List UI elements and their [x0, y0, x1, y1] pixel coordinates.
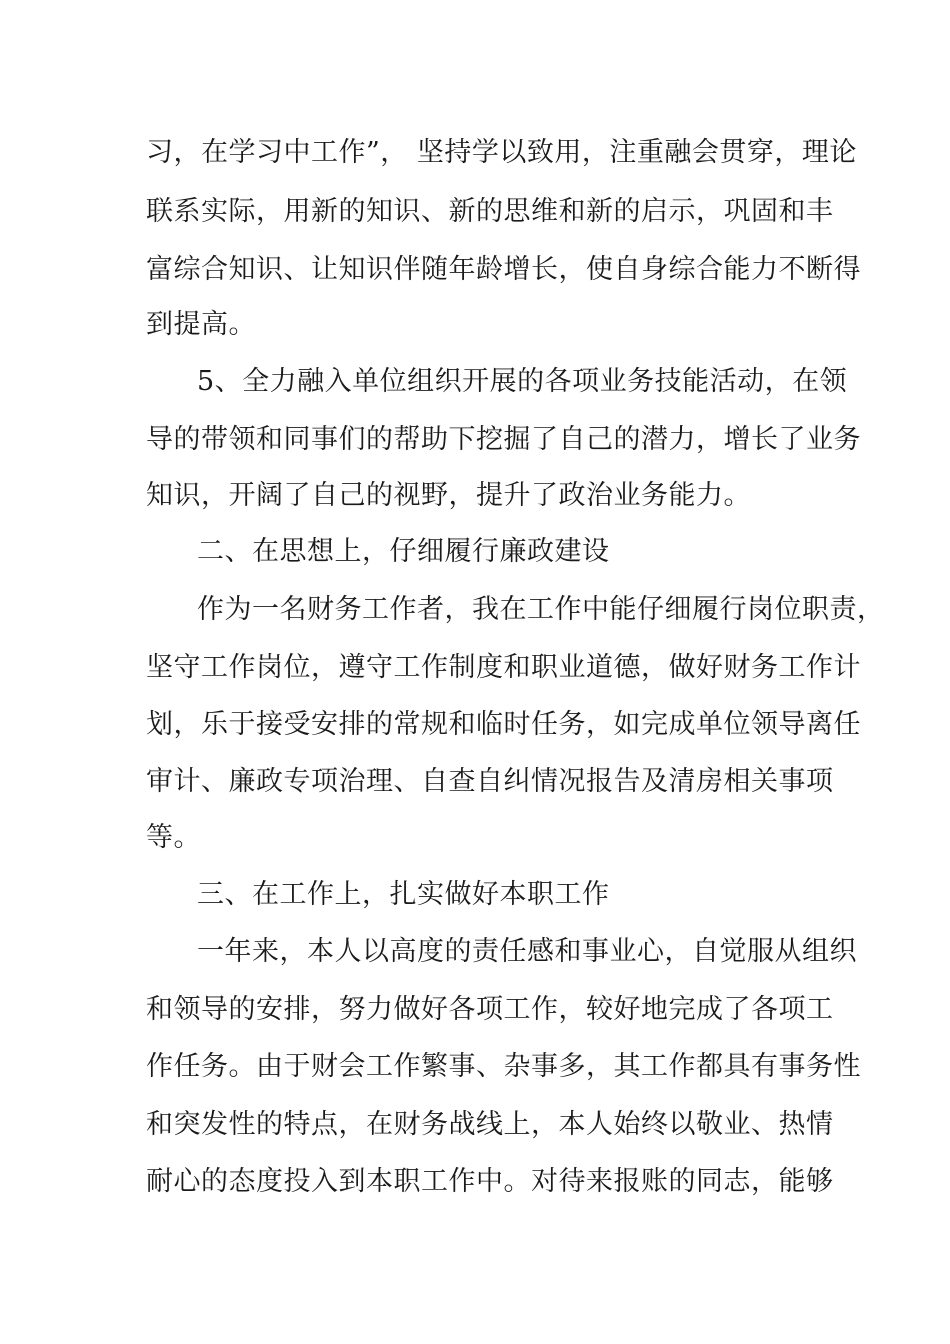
text-line: 耐心的态度投入到本职工作中。对待来报账的同志，能够: [146, 1166, 834, 1197]
text-line: 习，在学习中工作”， 坚持学以致用，注重融会贯穿，理论: [146, 137, 857, 168]
paragraph-start-line: 5、全力融入单位组织开展的各项业务技能活动，在领: [197, 366, 848, 397]
section-heading: 二、在思想上，仔细履行廉政建设: [197, 536, 610, 567]
text-line: 审计、廉政专项治理、自查自纠情况报告及清房相关事项: [146, 766, 834, 797]
text-line: 知识，开阔了自己的视野，提升了政治业务能力。: [146, 480, 751, 511]
text-line: 导的带领和同事们的帮助下挖掘了自己的潜力，增长了业务: [146, 424, 861, 455]
text-line: 和领导的安排，努力做好各项工作，较好地完成了各项工: [146, 994, 834, 1025]
text-line: 作任务。由于财会工作繁事、杂事多，其工作都具有事务性: [146, 1051, 861, 1082]
text-line: 联系实际，用新的知识、新的思维和新的启示，巩固和丰: [146, 196, 834, 227]
text-line: 到提高。: [146, 309, 256, 340]
text-line: 坚守工作岗位，遵守工作制度和职业道德，做好财务工作计: [146, 652, 861, 683]
text-line: 等。: [146, 822, 201, 853]
paragraph-start-line: 作为一名财务工作者，我在工作中能仔细履行岗位职责，: [197, 594, 885, 625]
text-line: 和突发性的特点，在财务战线上，本人始终以敬业、热情: [146, 1109, 834, 1140]
text-line: 划，乐于接受安排的常规和临时任务，如完成单位领导离任: [146, 709, 861, 740]
section-heading: 三、在工作上，扎实做好本职工作: [197, 879, 610, 910]
text-line: 富综合知识、让知识伴随年龄增长，使自身综合能力不断得: [146, 254, 861, 285]
paragraph-start-line: 一年来，本人以高度的责任感和事业心，自觉服从组织: [197, 936, 857, 967]
